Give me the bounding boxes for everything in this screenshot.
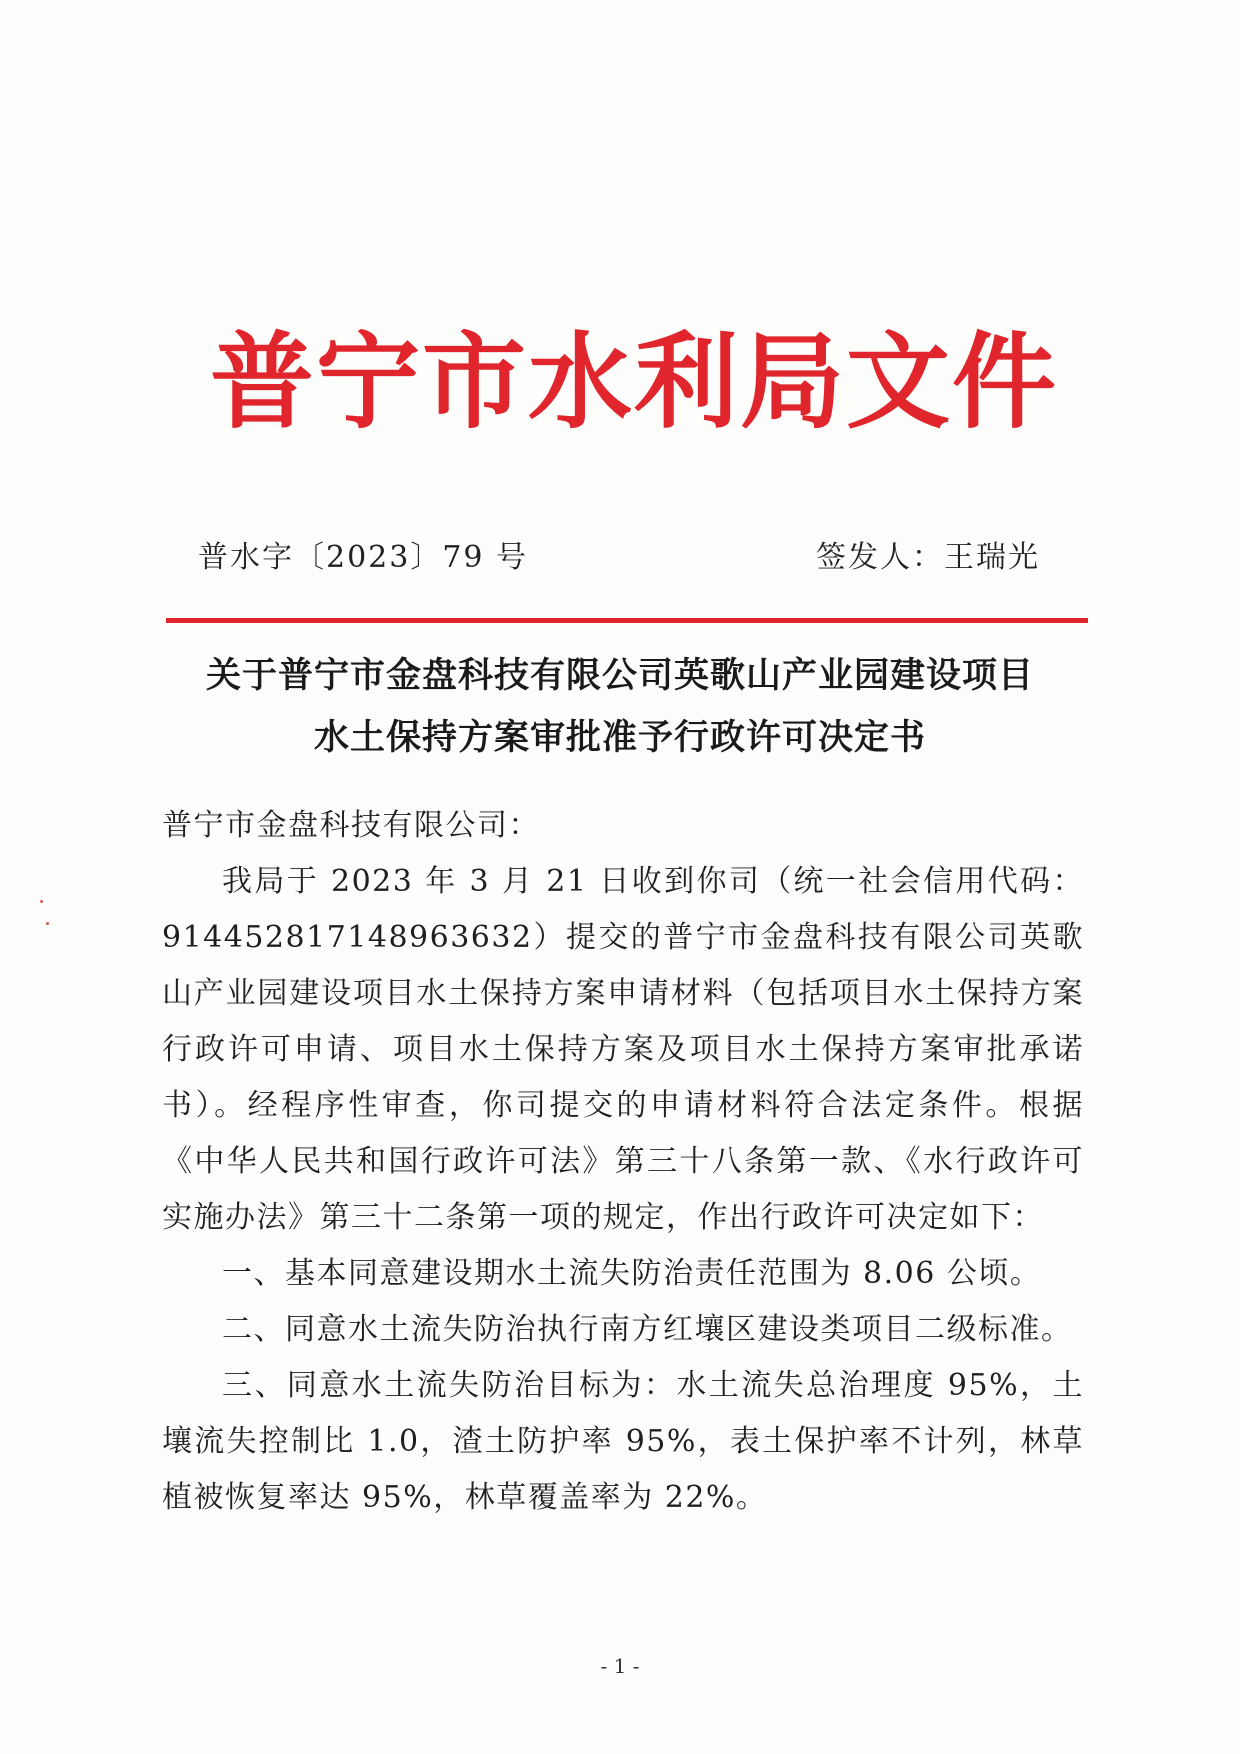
body-paragraph-intro: 我局于 2023 年 3 月 21 日收到你司（统一社会信用代码：91445281714896363​2）提交的普宁市金盘科技有限公司英歌山产业园建设项目水土保持方案申请材料（包括项目水土保持方案行政许可申请、项目水土保持方案及项目水土保持方案审批承诺书）。经程序性审查，你司提交的申请材料符合法定条件。根据《中华人民共和国行政许可法》第三十八条第一款、《水行政许可实施办法》第三十二条第一项的规定，作出行政许可决定如下： [162, 864, 1084, 1235]
scan-speck [46, 922, 49, 925]
masthead-title: 普宁市水利局文件 [210, 321, 1059, 443]
page-number: - 1 - [600, 1654, 640, 1678]
scan-speck [40, 900, 43, 903]
document-body [162, 798, 1084, 1526]
salutation: 普宁市金盘科技有限公司： [162, 808, 540, 843]
body-paragraph-item-3: 三、同意水土流失防治目标为：水土流失总治理度 95%，土壤流失控制比 1.0，渣土防护率 95%，表土保护率不计列，林草植被恢复率达 95%，林草覆盖率为 22%。 [162, 1368, 1084, 1515]
body-paragraph-item-1: 一、基本同意建设期水土流失防治责任范围为 8.06 公顷。 [222, 1256, 1042, 1291]
document-title-line-2: 水土保持方案审批准予行政许可决定书 [313, 718, 926, 758]
body-paragraph-item-2: 二、同意水土流失防治执行南方红壤区建设类项目二级标准。 [222, 1312, 1073, 1347]
issuer-signature: 签发人：王瑞光 [816, 540, 1040, 575]
document-title-line-1: 关于普宁市金盘科技有限公司英歌山产业园建设项目 [205, 656, 1034, 696]
red-divider-line [166, 618, 1088, 623]
document-number: 普水字〔2023〕79 号 [198, 540, 529, 575]
